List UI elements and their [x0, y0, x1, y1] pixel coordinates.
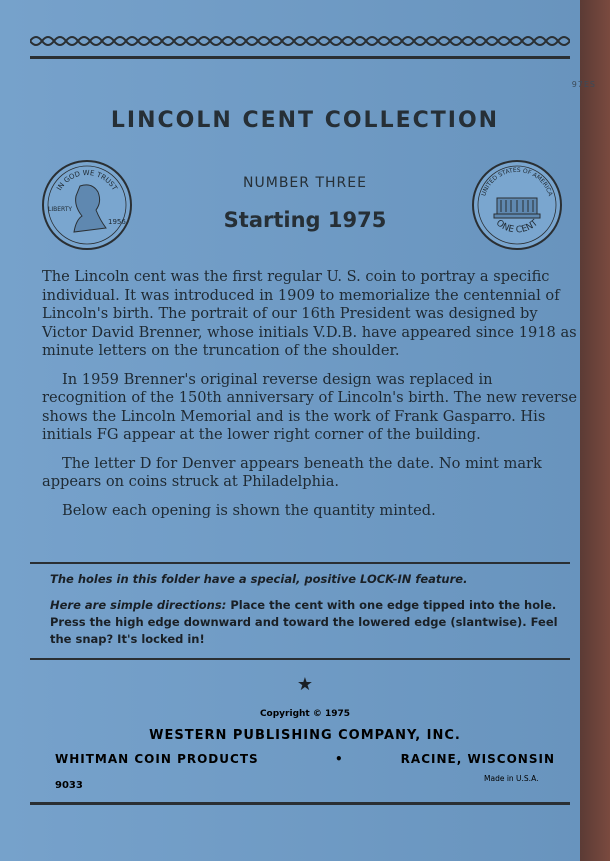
directions-text: Place the cent with one edge tipped into the hole. Press the high edge downward and toward the lowered edge (slantwise). Feel the snap? It's locked in!	[50, 598, 558, 646]
paragraph-reverse: In 1959 Brenner's original reverse design was replaced in recognition of the 150th anniversary of Lincoln's birth. The new reverse shows the Lincoln Memorial and is the work of Frank Gasparro. His initials FG appear at the lower right corner of the building.	[42, 370, 577, 443]
coin-denomination: ONE CENT	[493, 218, 541, 236]
coin-motto: IN GOD WE TRUST	[55, 168, 119, 192]
coin-country: UNITED STATES OF AMERICA	[480, 166, 554, 198]
directions-lead: Here are simple directions:	[50, 598, 227, 612]
coin-liberty: LIBERTY	[48, 206, 73, 213]
star-icon: ★	[296, 674, 314, 695]
coin-year: 1956	[108, 218, 126, 226]
instructions-bottom-rule	[30, 658, 570, 660]
intro-text	[42, 268, 578, 530]
made-in: Made in U.S.A.	[484, 774, 539, 783]
paragraph-quantity: Below each opening is shown the quantity minted.	[62, 501, 436, 519]
publisher: WESTERN PUBLISHING COMPANY, INC.	[149, 728, 461, 743]
chain-border-ornament	[30, 30, 570, 52]
copyright: Copyright © 1975	[259, 709, 351, 719]
paragraph-mint-mark: The letter D for Denver appears beneath the date. No mint mark appears on coins struck at Philadelphia.	[42, 454, 542, 490]
paragraph-history: The Lincoln cent was the first regular U. S. coin to portray a specific individual. It was introduced in 1909 to memorialize the centennial of Lincoln's birth. The portrait of our 16th President was designed by Victor David Brenner, whose initials V.D.B. have appeared since 1918 as minute letters on the truncation of the shoulder.	[42, 268, 577, 359]
page-subtitle: NUMBER THREE	[243, 175, 367, 191]
lincoln-cent-obverse-icon	[40, 158, 134, 252]
separator-dot: •	[335, 752, 344, 766]
starting-year: Starting 1975	[223, 208, 387, 232]
instructions-top-rule	[30, 562, 570, 564]
item-number: 9033	[55, 780, 83, 791]
page-title: LINCOLN CENT COLLECTION	[110, 108, 500, 133]
footer-rule	[30, 802, 570, 805]
city: RACINE, WISCONSIN	[400, 752, 555, 766]
lock-in-feature: The holes in this folder have a special, positive LOCK-IN feature.	[50, 572, 468, 586]
header-rule	[30, 56, 570, 59]
lock-in-directions	[50, 597, 566, 648]
brand-name: WHITMAN COIN PRODUCTS	[55, 752, 259, 766]
lincoln-cent-reverse-icon	[470, 158, 564, 252]
folder-code: 97ES	[571, 80, 596, 89]
